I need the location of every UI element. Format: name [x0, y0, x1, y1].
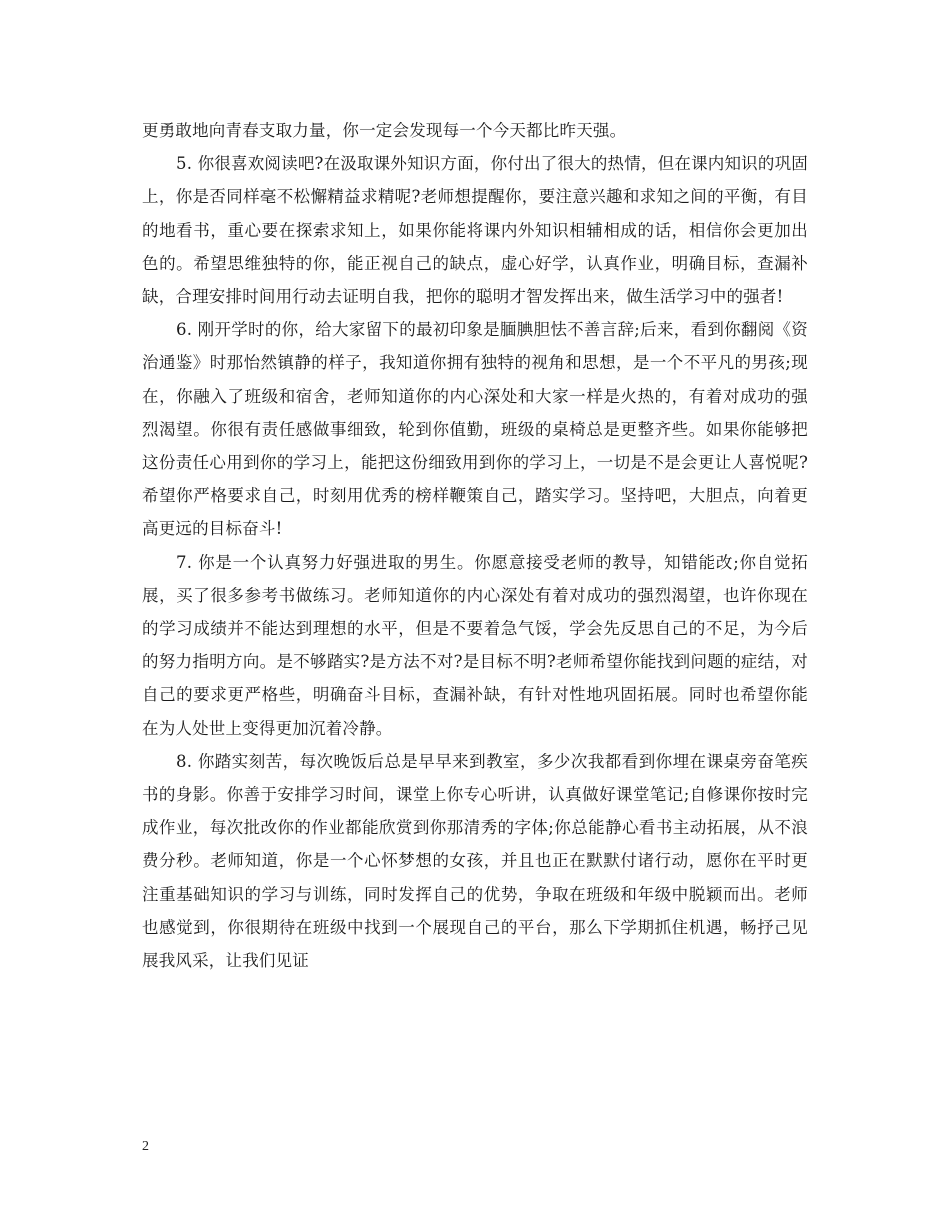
paragraph-7: 7. 你是一个认真努力好强进取的男生。你愿意接受老师的教导，知错能改;你自觉拓展，买了很多参考书做练习。老师知道你的内心深处有着对成功的强烈渴望，也许你现在的学习成绩并不能达到理想的水平，但是不要着急气馁，学会先反思自己的不足，为今后的努力指明方向。是不够踏实?是方法不对?是目标不明?老师希望你能找到问题的症结，对自己的要求更严格些，明确奋斗目标，查漏补缺，有针对性地巩固拓展。同时也希望你能在为人处世上变得更加沉着冷静。: [142, 552, 808, 738]
paragraph-6: 6. 刚开学时的你，给大家留下的最初印象是腼腆胆怯不善言辞;后来，看到你翻阅《资治通鉴》时那怡然镇静的样子，我知道你拥有独特的视角和思想，是一个不平凡的男孩;现在，你融入了班级和宿舍，老师知道你的内心深处和大家一样是火热的，有着对成功的强烈渴望。你很有责任感做事细致，轮到你值勤，班级的桌椅总是更整齐些。如果你能够把这份责任心用到你的学习上，能把这份细致用到你的学习上，一切是不是会更让人喜悦呢?希望你严格要求自己，时刻用优秀的榜样鞭策自己，踏实学习。坚持吧，大胆点，向着更高更远的目标奋斗!: [142, 320, 808, 539]
page-number: 2: [142, 1139, 149, 1154]
document-body: [142, 114, 808, 977]
paragraph-5: 5. 你很喜欢阅读吧?在汲取课外知识方面，你付出了很大的热情，但在课内知识的巩固上，你是否同样毫不松懈精益求精呢?老师想提醒你，要注意兴趣和求知之间的平衡，有目的地看书，重心要在探索求知上，如果你能将课内外知识相辅相成的话，相信你会更加出色的。希望思维独特的你，能正视自己的缺点，虚心好学，认真作业，明确目标，查漏补缺，合理安排时间用行动去证明自我，把你的聪明才智发挥出来，做生活学习中的强者!: [142, 154, 808, 307]
paragraph-continued: 更勇敢地向青春支取力量，你一定会发现每一个今天都比昨天强。: [142, 121, 627, 140]
paragraph-8: 8. 你踏实刻苦，每次晚饭后总是早早来到教室，多少次我都看到你埋在课桌旁奋笔疾书的身影。你善于安排学习时间，课堂上你专心听讲，认真做好课堂笔记;自修课你按时完成作业，每次批改你的作业都能欣赏到你那清秀的字体;你总能静心看书主动拓展，从不浪费分秒。老师知道，你是一个心怀梦想的女孩，并且也正在默默付诸行动，愿你在平时更注重基础知识的学习与训练，同时发挥自己的优势，争取在班级和年级中脱颖而出。老师也感觉到，你很期待在班级中找到一个展现自己的平台，那么下学期抓住机遇，畅抒己见展我风采，让我们见证: [142, 751, 808, 971]
